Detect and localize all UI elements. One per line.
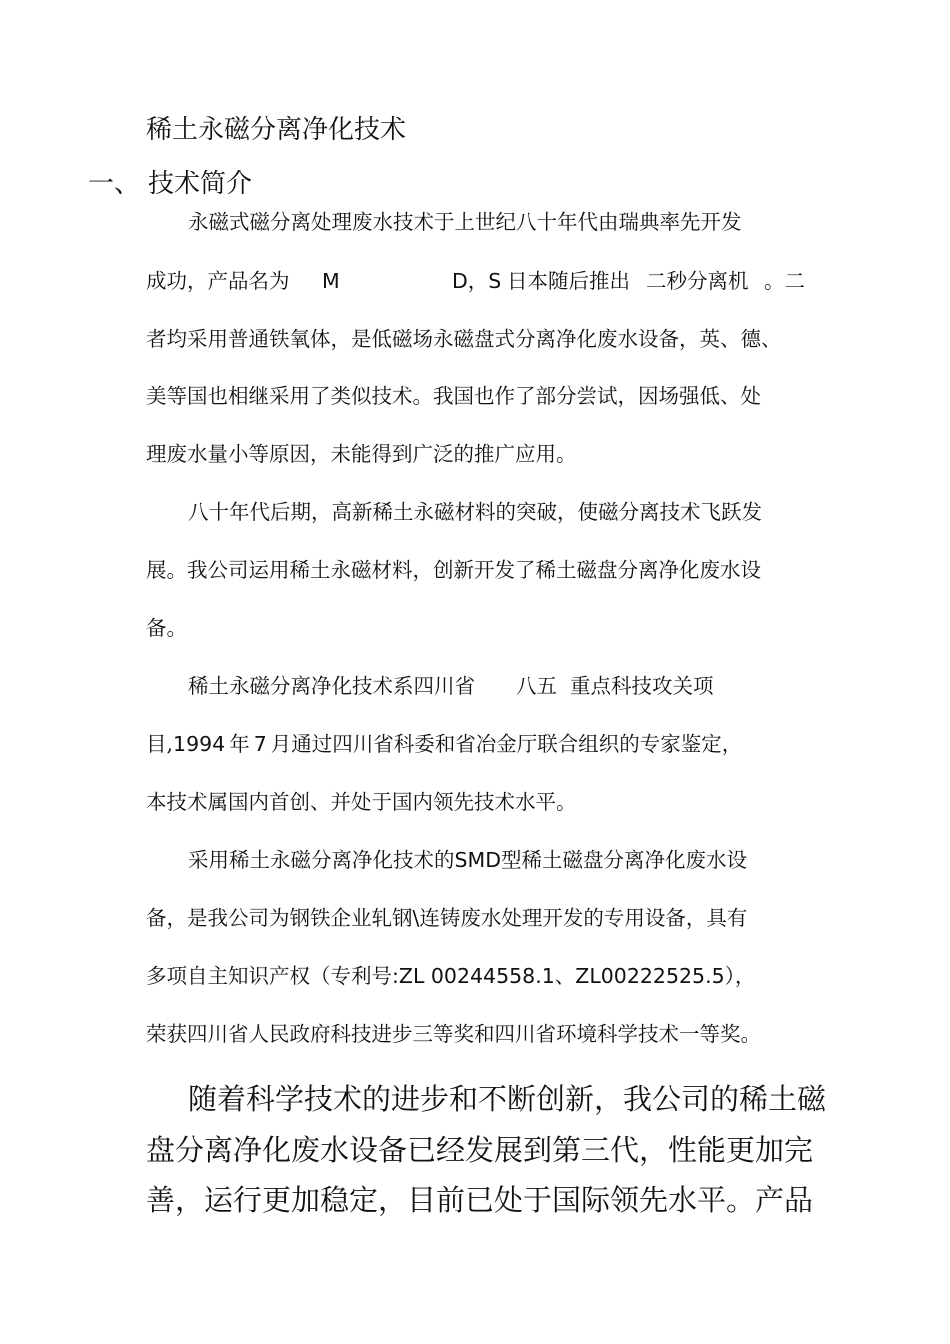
para3-line2 xyxy=(146,734,742,755)
para3-line1-c: 重点科技攻关项 xyxy=(570,674,714,698)
para4-line3-a: 多项自主知识产权（专利号 xyxy=(146,964,392,988)
para1-line2-a: 成功，产品名为 xyxy=(146,269,290,293)
para1-line2-d2: 。二 xyxy=(764,269,805,293)
para4-line1-a: 采用稀土永磁分离净化技术的 xyxy=(188,848,455,872)
section-number: 一、 xyxy=(88,169,141,199)
para5-line3: 善，运行更加稳定，目前已处于国际领先水平。产品 xyxy=(146,1183,814,1217)
para4-line3 xyxy=(146,966,755,987)
para4-line2-b: 连铸废水处理开发的专用设备，具有 xyxy=(419,906,748,930)
para1-line3: 者均采用普通铁氧体，是低磁场永磁盘式分离净化废水设备，英、德、 xyxy=(146,327,782,351)
para3-line1-b: 八五 xyxy=(516,674,557,698)
para2-line3: 备。 xyxy=(146,616,187,640)
patent-numbers: :ZL 00244558.1、ZL00222525.5 xyxy=(392,964,725,988)
para1-line2-d: D，S xyxy=(452,269,502,293)
para4-line3-b: ）， xyxy=(724,964,756,988)
para1-line1: 永磁式磁分离处理废水技术于上世纪八十年代由瑞典率先开发 xyxy=(188,210,742,234)
para1-line2-c: 二秒分离机 xyxy=(646,269,749,293)
para4-line2-a: 备，是我公司为钢铁企业轧钢 xyxy=(146,906,413,930)
page-title: 稀土永磁分离净化技术 xyxy=(146,115,407,145)
para2-line2: 展。我公司运用稀土永磁材料，创新开发了稀土磁盘分离净化废水设 xyxy=(146,558,761,582)
para4-line1 xyxy=(188,850,747,871)
para1-line5: 理废水量小等原因，未能得到广泛的推广应用。 xyxy=(146,442,577,466)
para3-line3: 本技术属国内首创、并处于国内领先技术水平。 xyxy=(146,790,577,814)
para3-year: 1994 xyxy=(173,732,226,756)
para3-line1-a: 稀土永磁分离净化技术系四川省 xyxy=(188,674,475,698)
para3-line2-a: 目, xyxy=(146,732,174,756)
backslash-separator: \ xyxy=(412,906,420,930)
para5-line1: 随着科学技术的进步和不断创新，我公司的稀土磁 xyxy=(188,1082,827,1116)
smd-label: SMD xyxy=(454,848,501,872)
para4-line4: 荣获四川省人民政府科技进步三等奖和四川省环境科学技术一等奖。 xyxy=(146,1022,761,1046)
para4-line2 xyxy=(146,908,747,929)
para1-line2-m: M xyxy=(322,269,340,293)
para1-line4: 美等国也相继采用了类似技术。我国也作了部分尝试，因场强低、处 xyxy=(146,384,761,408)
section-heading: 技术简介 xyxy=(148,169,253,199)
para2-line1: 八十年代后期，高新稀土永磁材料的突破，使磁分离技术飞跃发 xyxy=(188,500,762,524)
para3-line2-b: 年 xyxy=(229,732,250,756)
para1-line2-b: 日本随后推出 xyxy=(507,269,630,293)
para5-line2: 盘分离净化废水设备已经发展到第三代，性能更加完 xyxy=(146,1133,814,1167)
para3-line2-c: 月通过四川省科委和省冶金厅联合组织的专家鉴定， xyxy=(270,732,743,756)
para4-line1-b: 型稀土磁盘分离净化废水设 xyxy=(501,848,747,872)
para3-month: 7 xyxy=(253,732,267,756)
